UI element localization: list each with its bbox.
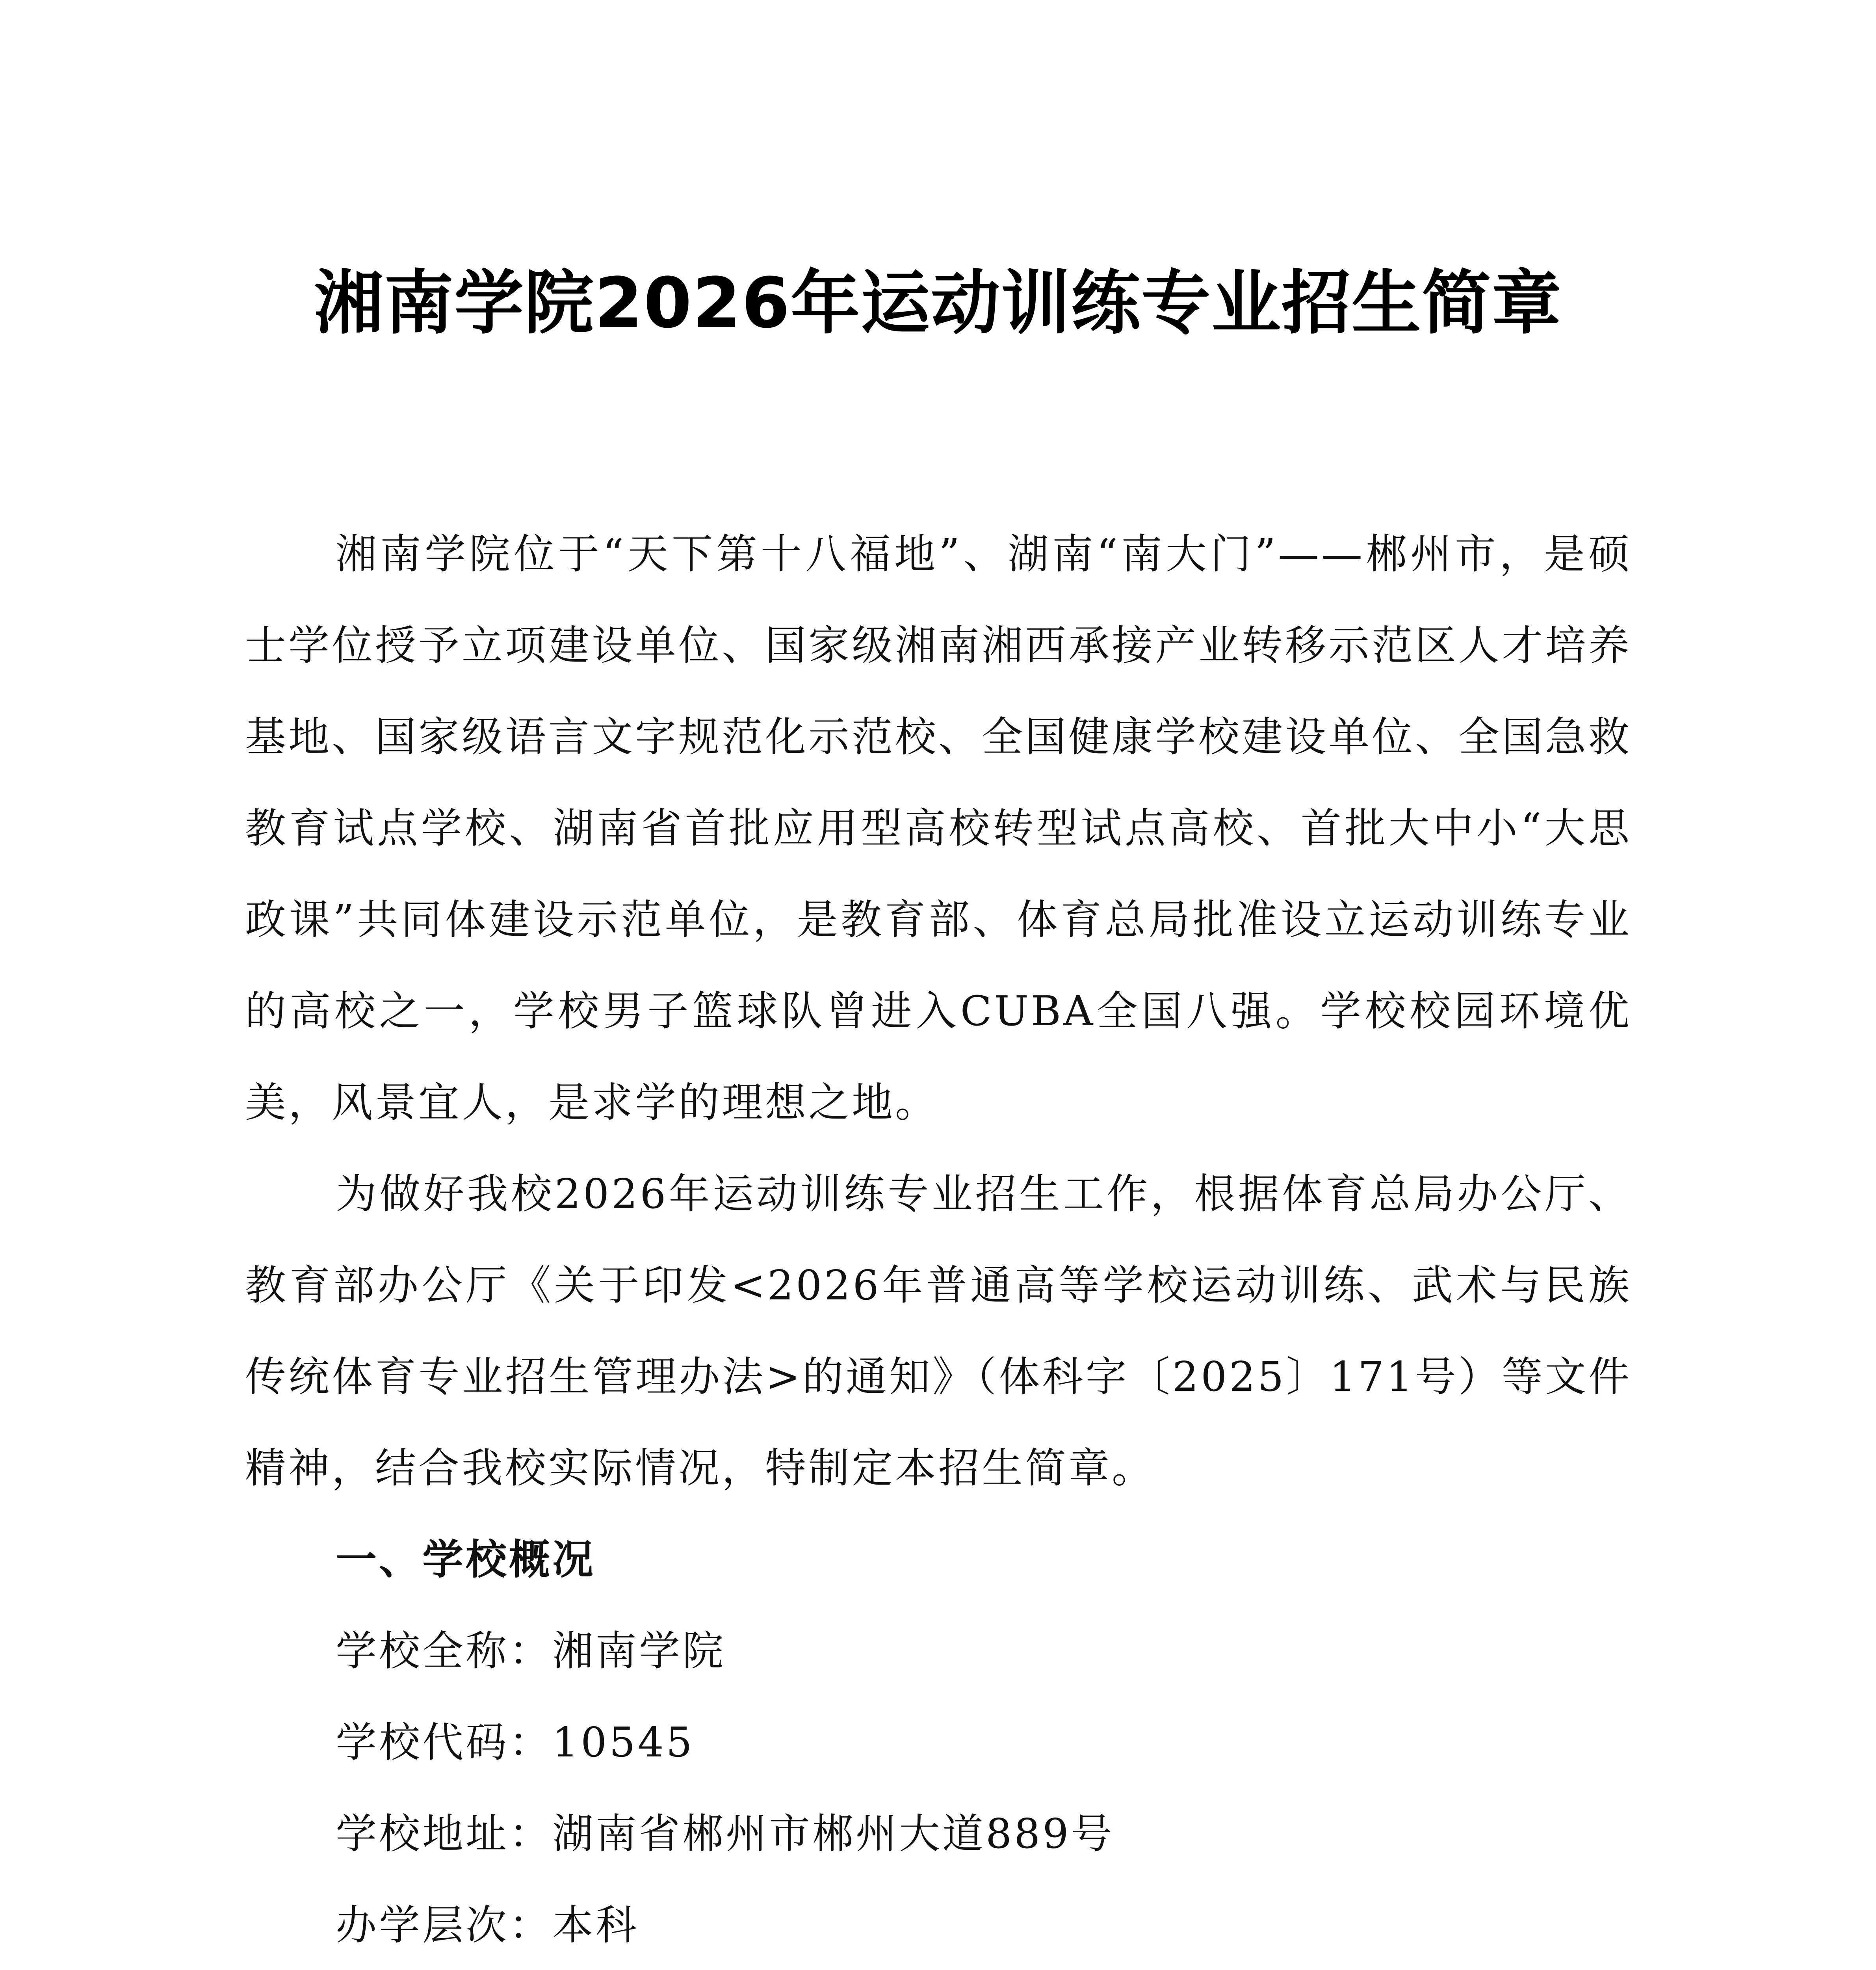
- school-address: 学校地址：湖南省郴州市郴州大道889号: [336, 1810, 1114, 1858]
- intro-paragraph-2: 为做好我校2026年运动训练专业招生工作，根据体育总局办公厅、教育部办公厅《关于印发<2026年普通高等学校运动训练、武术与民族传统体育专业招生管理办法>的通知》（体科字〔2025〕171号）等文件精神，结合我校实际情况，特制定本招生简章。: [245, 1170, 1632, 1492]
- document-title: 湘南学院2026年运动训练专业招生简章: [314, 263, 1562, 344]
- school-level: 办学层次：本科: [336, 1901, 639, 1949]
- school-code: 学校代码：10545: [336, 1718, 695, 1766]
- document-body: [245, 508, 1632, 1970]
- school-full-name: 学校全称：湘南学院: [336, 1627, 726, 1675]
- intro-paragraph-1: 湘南学院位于“天下第十八福地”、湖南“南大门”——郴州市，是硕士学位授予立项建设单位、国家级湘南湘西承接产业转移示范区人才培养基地、国家级语言文字规范化示范校、全国健康学校建设单位、全国急救教育试点学校、湖南省首批应用型高校转型试点高校、首批大中小“大思政课”共同体建设示范单位，是教育部、体育总局批准设立运动训练专业的高校之一，学校男子篮球队曾进入CUBA全国八强。学校校园环境优美，风景宜人，是求学的理想之地。: [245, 530, 1632, 1126]
- section-heading-school-overview: 一、学校概况: [336, 1535, 596, 1583]
